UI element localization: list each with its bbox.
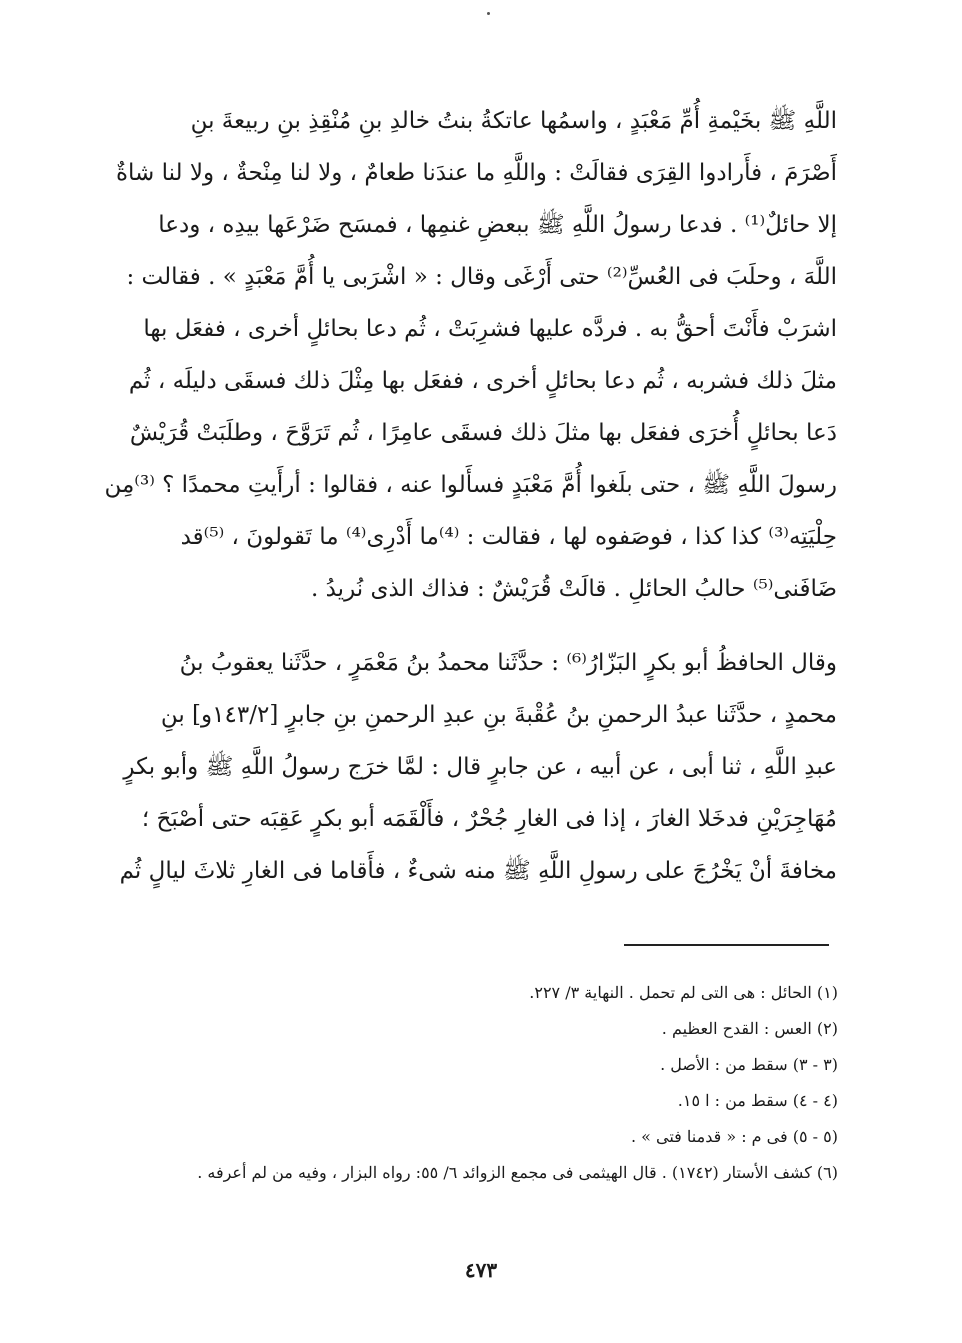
- footnote: (٦) كشف الأستار (١٧٤٢) . قال الهيثمى فى مجمع الزوائد ٦/ ٥٥: رواه البزار ، وفيه من لم أعرفه .: [197, 1163, 838, 1182]
- main-text: [104, 95, 837, 897]
- footnote-separator: [624, 944, 829, 946]
- text-line: عبدِ اللَّهِ ، ثنا أبى ، عن أبيه ، عن جابرٍ قال : لمَّا خرَج رسولُ اللَّهِ ﷺ وأبو بكرٍ: [123, 754, 837, 780]
- text-line: اللَّهِ ﷺ بخَيْمةِ أُمِّ مَعْبَدٍ ، واسمُها عاتكةُ بنتُ خالدِ بنِ مُنْقِذِ بنِ ربيعةَ بنِ: [190, 108, 837, 134]
- text-line: حِلْيَتِه⁽³⁾ كذا كذا ، فوصَفوه لها ، فقالت : ⁽⁴⁾ما أَدْرِى⁽⁴⁾ ما تَقولونَ ، ⁽⁵⁾قد: [180, 524, 837, 550]
- footnote: (٤ - ٤) سقط من : ا ١٥.: [677, 1091, 838, 1110]
- text-line: مُهَاجِرَيْنِ فدخَلا الغارَ ، إذا فى الغارِ جُحْرٌ ، فأَلْقَمَه أبو بكرٍ عَقِبَه حتى أصْبَحَ ؛: [141, 806, 837, 832]
- text-line: رسولَ اللَّهِ ﷺ ، حتى بلَغوا أُمَّ مَعْبَدٍ فسأَلوا عنه ، فقالوا : أرأَيتِ محمدًا ؟ ⁽³⁾مِن: [104, 472, 837, 498]
- page-number: ٤٧٣: [464, 1258, 498, 1282]
- text-line: مخافةَ أنْ يَخْرُجَ على رسولِ اللَّهِ ﷺ منه شىءٌ ، فأَقاما فى الغارِ ثلاثَ ليالٍ ثُم: [119, 858, 837, 884]
- footnote: (١) الحائل : هى التى لم تحمل . النهاية ٣/ ٢٢٧.: [529, 983, 838, 1002]
- footnote: (٣ - ٣) سقط من : الأصل .: [660, 1055, 838, 1074]
- text-line: اللَّهَ ، وحلَبَ فى العُسِّ⁽²⁾ حتى أَرْغَى وقال : « اشْرَبى يا أُمَّ مَعْبَدٍ » . فقالت :: [126, 264, 837, 290]
- text-line: محمدٍ ، حدَّثَنا عبدُ الرحمنِ بنُ عُقْبةَ بنِ عبدِ الرحمنِ بنِ جابرٍ [١٤٣/٢و] بنِ: [160, 702, 837, 728]
- text-line: مثلَ ذلك فشربه ، ثُم دعا بحائلٍ أخرى ، ففعَل بها مِثْلَ ذلك فسقَى دليلَه ، ثُم: [128, 368, 837, 394]
- text-line: وقال الحافظُ أبو بكرٍ البَزّارُ⁽⁶⁾ : حدَّثَنا محمدُ بنُ مَعْمَرٍ ، حدَّثَنا يعقوبُ بنُ: [179, 650, 837, 676]
- footnotes: [110, 975, 838, 1191]
- top-mark: [487, 12, 490, 15]
- text-line: إلا حائلٌ⁽¹⁾ . فدعا رسولُ اللَّهِ ﷺ ببعضِ غنمِها ، فمسَح ضَرْعَها بيدِه ، ودعا: [158, 212, 837, 238]
- text-line: اشرَبْ فأَنْتَ أحقُّ به . فردَّه عليها فشرِبَتْ ، ثُم دعا بحائلٍ أخرى ، ففعَل بها: [143, 316, 837, 342]
- text-line: دَعا بحائلٍ أُخرَى ففعَل بها مثلَ ذلك فسقَى عامِرًا ، ثُم تَرَوَّحَ ، وطلَبَتْ قُرَيْشٌ: [129, 420, 837, 446]
- text-line: ضَافَنى⁽⁵⁾ حالبُ الحائلِ . قالَتْ قُرَيْشٌ : فذاك الذى نُريدُ .: [310, 576, 837, 602]
- footnote: (٢) العس : القدح العظيم .: [661, 1019, 838, 1038]
- text-line: أَصْرَمَ ، فأَرادوا القِرَى فقالَتْ : واللَّهِ ما عندَنا طعامٌ ، ولا لنا مِنْحةٌ ، ولا لنا شاةٌ: [115, 160, 837, 186]
- footnote: (٥ - ٥) فى م : « قدمنا فتى » .: [630, 1127, 838, 1146]
